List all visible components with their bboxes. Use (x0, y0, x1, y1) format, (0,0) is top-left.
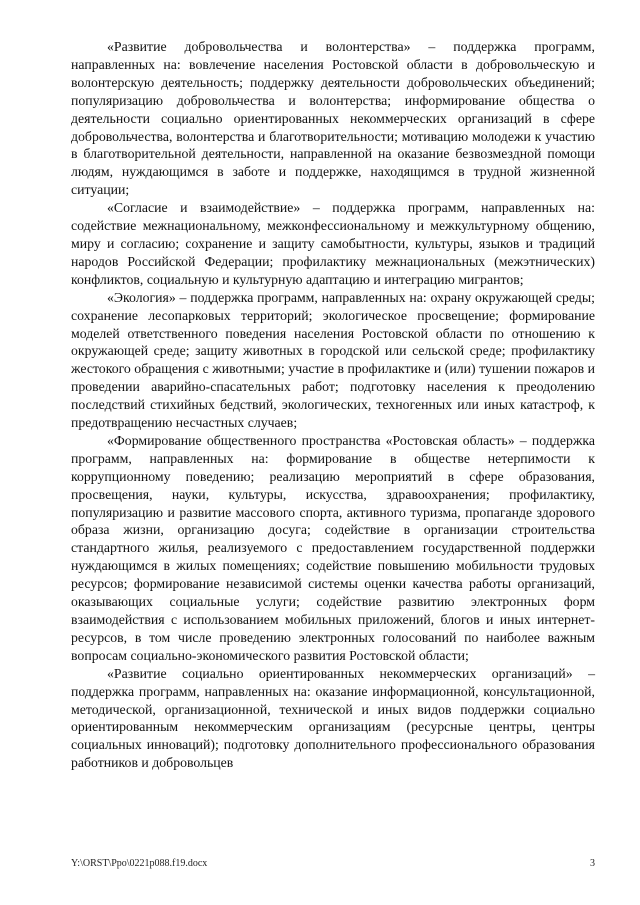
document-body (71, 38, 595, 772)
paragraph-ecology: «Экология» – поддержка программ, направленных на: охрану окружающей среды; сохранение лесопарковых территорий; экологическое просвещение; формирование моделей ответственного поведения населения Ростовской области по отношению к окружающей среде; защиту животных в городской или сельской среде; профилактику жестокого обращения с животными; участие в профилактике и (или) тушении пожаров и проведении аварийно-спасательных работ; подготовку населения к преодолению последствий стихийных бедствий, экологических, техногенных или иных катастроф, к предотвращению несчастных случаев; (71, 289, 595, 431)
paragraph-volunteering: «Развитие добровольчества и волонтерства» – поддержка программ, направленных на: вовлечение населения Ростовской области в добровольческую и волонтерскую деятельность; поддержку деятельности добровольческих объединений; популяризацию добровольчества и волонтерства; информирование общества о деятельности социально ориентированных некоммерческих организаций в сфере добровольчества, волонтерства и благотворительности; мотивацию молодежи к участию в благотворительной деятельности, направленной на оказание безвозмездной помощи людям, нуждающимся в заботе и поддержке, находящимся в трудной жизненной ситуации; (71, 39, 595, 198)
paragraph-nonprofit: «Развитие социально ориентированных некоммерческих организаций» – поддержка программ, направленных на: оказание информационной, консультационной, методической, организационной, технической и иных видов поддержки социально ориентированным некоммерческим организациям (ресурсные центры, центры социальных инноваций); подготовку дополнительного профессионального образования работников и добровольцев (71, 665, 595, 771)
footer-file-path: Y:\ORST\Ppo\0221p088.f19.docx (71, 858, 208, 869)
page-footer (71, 858, 595, 872)
paragraph-harmony: «Согласие и взаимодействие» – поддержка программ, направленных на: содействие межнациональному, межконфессиональному и межкультурному общению, миру и согласию; сохранение и защиту самобытности, культуры, языков и традиций народов Российской Федерации; профилактику межнациональных (межэтнических) конфликтов, социальную и культурную адаптацию и интеграцию мигрантов; (71, 200, 595, 287)
page-number: 3 (590, 858, 595, 869)
paragraph-public-space: «Формирование общественного пространства «Ростовская область» – поддержка программ, направленных на: формирование в обществе нетерпимости к коррупционному поведению; реализацию мероприятий в сфере образования, просвещения, науки, культуры, искусства, здравоохранения; профилактику, популяризацию и развитие массового спорта, активного туризма, пропаганде здорового образа жизни, организацию досуга; содействие в организации строительства стандартного жилья, реализуемого с предоставлением государственной поддержки нуждающимся в жилых помещениях; содействие повышению мобильности трудовых ресурсов; формирование независимой системы оценки качества работы организаций, оказывающих социальные услуги; содействие развитию электронных форм взаимодействия с использованием мобильных приложений, блогов и иных интернет-ресурсов, в том числе проведению электронных голосований по наиболее важным вопросам социально-экономического развития Ростовской области; (71, 432, 595, 663)
